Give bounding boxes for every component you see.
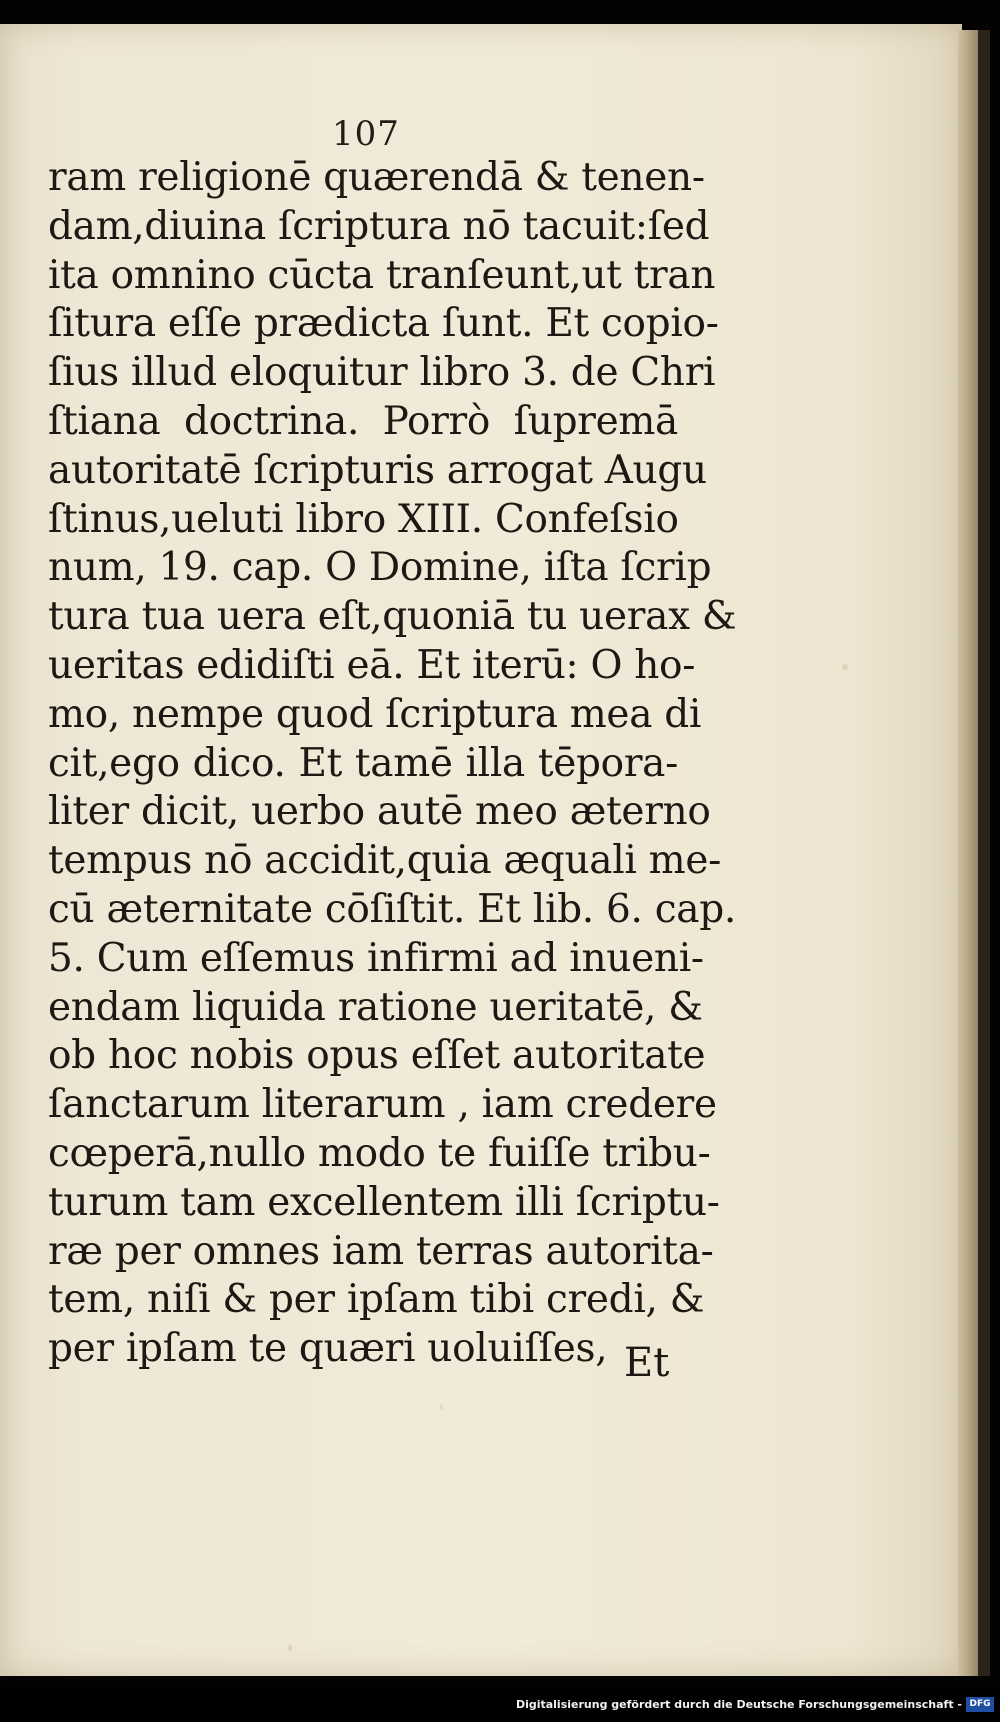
text-line: tem, niſi & per ipſam tibi credi, & bbox=[48, 1277, 705, 1323]
text-line: ſitura eſſe prædicta ſunt. Et copio- bbox=[48, 301, 719, 347]
text-line: endam liquida ratione ueritatē, & bbox=[48, 984, 703, 1030]
text-line: liter dicit, uerbo autē meo æterno bbox=[48, 789, 711, 835]
text-line: cū æternitate cōſiſtit. Et lib. 6. cap. bbox=[48, 886, 736, 932]
body-text bbox=[48, 154, 737, 1374]
text-line: ſanctarum literarum , iam credere bbox=[48, 1082, 717, 1128]
text-line: per ipſam te quæri uoluiſſes, bbox=[48, 1326, 608, 1372]
text-line: num, 19. cap. O Domine, iſta ſcrip bbox=[48, 545, 712, 591]
paper-stain bbox=[842, 664, 848, 670]
funding-credit: Digitalisierung gefördert durch die Deutsche Forschungsgemeinschaft - bbox=[515, 1698, 962, 1711]
text-line: autoritatē ſcripturis arrogat Augu bbox=[48, 447, 707, 493]
text-line: cœperā,nullo modo te fuiſſe tribu- bbox=[48, 1130, 711, 1176]
footer-bar bbox=[0, 1688, 1000, 1722]
paper-stain bbox=[288, 1644, 292, 1652]
catchword: Et bbox=[624, 1340, 670, 1386]
page-number: 107 bbox=[332, 114, 400, 154]
text-line: 5. Cum eſſemus infirmi ad inueni- bbox=[48, 935, 704, 981]
text-line: ram religionē quærendā & tenen- bbox=[48, 155, 705, 200]
page-edge bbox=[958, 30, 980, 1676]
text-line: ſius illud eloquitur libro 3. de Chri bbox=[48, 350, 716, 396]
text-line: ueritas edidiſti eā. Et iterū: O ho- bbox=[48, 642, 696, 688]
text-line: ita omnino cūcta tranſeunt,ut tran bbox=[48, 252, 716, 298]
book-binding-shadow bbox=[978, 30, 990, 1676]
text-line: dam,diuina ſcriptura nō tacuit:ſed bbox=[48, 203, 710, 249]
text-line: cit,ego dico. Et tamē illa tēpora- bbox=[48, 740, 678, 786]
paper-stain bbox=[440, 1404, 443, 1410]
text-line: ob hoc nobis opus eſſet autoritate bbox=[48, 1033, 706, 1079]
text-line: tempus nō accidit,quia æquali me- bbox=[48, 838, 722, 884]
text-line: ſtinus,ueluti libro XIII. Confeſsio bbox=[48, 496, 679, 542]
text-line: turum tam excellentem illi ſcriptu- bbox=[48, 1179, 720, 1225]
text-line: ræ per omnes iam terras autorita- bbox=[48, 1228, 714, 1274]
dfg-logo: DFG bbox=[966, 1697, 994, 1712]
text-line: ſtiana doctrina. Porrò ſupremā bbox=[48, 398, 678, 444]
text-line: tura tua uera eſt,quoniā tu uerax & bbox=[48, 594, 737, 640]
text-line: mo, nempe quod ſcriptura mea di bbox=[48, 691, 702, 737]
